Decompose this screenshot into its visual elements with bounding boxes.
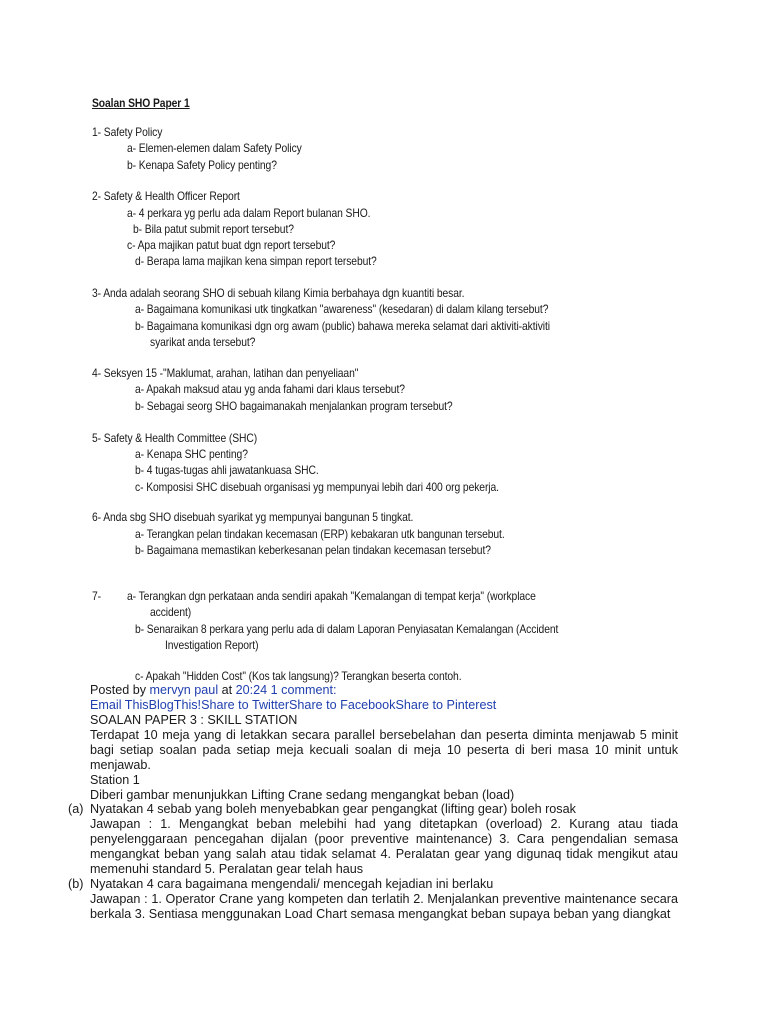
station-description: Diberi gambar menunjukkan Lifting Crane sedang mengangkat beban (load) [90,788,515,802]
share-pinterest-link[interactable]: Share to Pinterest [395,698,497,712]
paper3-intro: Terdapat 10 meja yang di letakkan secara parallel bersebelahan dan peserta diminta menjawab 5 minit bagi setiap soalan pada setiap meja kecuali soalan di meja 10 peserta di beri masa 10 minit untuk menjawab. [90,728,678,772]
q2-b: b- Bila patut submit report tersebut? [133,222,294,236]
post-time-link[interactable]: 20:24 [235,683,268,697]
q7-b-cont: Investigation Report) [165,638,259,652]
question-a: Nyatakan 4 sebab yang boleh menyebabkan gear pengangkat (lifting gear) boleh rosak [90,802,576,816]
question-b: Nyatakan 4 cara bagaimana mengendali/ mencegah kejadian ini berlaku [90,877,494,891]
question-b-label: (b) [68,877,84,891]
q6-heading: 6- Anda sbg SHO disebuah syarikat yg mempunyai bangunan 5 tingkat. [92,510,414,524]
q1-heading: 1- Safety Policy [92,125,163,139]
q3-heading: 3- Anda adalah seorang SHO di sebuah kilang Kimia berbahaya dgn kuantiti besar. [92,286,465,300]
q3-b: b- Bagaimana komunikasi dgn org awam (public) bahawa mereka selamat dari aktiviti-aktiviti [135,319,551,333]
q4-a: a- Apakah maksud atau yg anda fahami dari klaus tersebut? [135,382,405,396]
posted-by-label: Posted by [90,683,147,697]
share-facebook-link[interactable]: Share to Facebook [289,698,396,712]
q4-heading: 4- Seksyen 15 -"Maklumat, arahan, latihan dan penyeliaan" [92,366,359,380]
question-a-label: (a) [68,802,84,816]
q7-a-cont: accident) [150,605,192,619]
q2-a: a- 4 perkara yg perlu ada dalam Report bulanan SHO. [127,206,371,220]
q3-b-cont: syarikat anda tersebut? [150,335,256,349]
paper3-title: SOALAN PAPER 3 : SKILL STATION [90,713,298,727]
question-a-answer: Jawapan : 1. Mengangkat beban melebihi had yang ditetapkan (overload) 2. Kurang atau tiada penyelenggaraan pencegahan dijalan (poor preventive maintenance) 3. Cara pengendalian semasa mengangkat beban yang salah atau tidak selamat 4. Peralatan gear yang digunaq tidak mengikut atau memenuhi standard 5. Peralatan gear telah haus [90,817,678,876]
q7-a: a- Terangkan dgn perkataan anda sendiri apakah "Kemalangan di tempat kerja" (workplace [127,589,536,603]
share-links [90,698,496,713]
q2-d: d- Berapa lama majikan kena simpan report tersebut? [135,254,377,268]
at-label: at [221,683,233,697]
paper1-title: Soalan SHO Paper 1 [92,96,190,110]
q2-c: c- Apa majikan patut buat dgn report tersebut? [127,238,336,252]
comments-link[interactable]: 1 comment: [270,683,337,697]
q7-number: 7- [92,589,102,603]
q3-a: a- Bagaimana komunikasi utk tingkatkan "awareness" (kesedaran) di dalam kilang tersebut? [135,302,549,316]
q5-c: c- Komposisi SHC disebuah organisasi yg mempunyai lebih dari 400 org pekerja. [135,480,499,494]
q4-b: b- Sebagai seorg SHO bagaimanakah menjalankan program tersebut? [135,399,453,413]
share-email-link[interactable]: Email This [90,698,149,712]
q7-c: c- Apakah "Hidden Cost" (Kos tak langsung)? Terangkan beserta contoh. [135,669,462,683]
author-link[interactable]: mervyn paul [149,683,219,697]
q6-a: a- Terangkan pelan tindakan kecemasan (ERP) kebakaran utk bangunan tersebut. [135,527,505,541]
q5-heading: 5- Safety & Health Committee (SHC) [92,431,258,445]
q1-a: a- Elemen-elemen dalam Safety Policy [127,141,302,155]
share-blogthis-link[interactable]: BlogThis! [148,698,202,712]
q5-a: a- Kenapa SHC penting? [135,447,248,461]
question-b-answer: Jawapan : 1. Operator Crane yang kompeten dan terlatih 2. Menjalankan preventive maintenance secara berkala 3. Sentiasa menggunakan Load Chart semasa mengangkat beban supaya beban yang diangkat [90,892,678,921]
station-label: Station 1 [90,773,140,787]
post-meta [90,683,336,698]
q7-b: b- Senaraikan 8 perkara yang perlu ada di dalam Laporan Penyiasatan Kemalangan (Accident [135,622,559,636]
q5-b: b- 4 tugas-tugas ahli jawatankuasa SHC. [135,463,319,477]
q2-heading: 2- Safety & Health Officer Report [92,189,240,203]
share-twitter-link[interactable]: Share to Twitter [201,698,290,712]
q6-b: b- Bagaimana memastikan keberkesanan pelan tindakan kecemasan tersebut? [135,543,491,557]
q1-b: b- Kenapa Safety Policy penting? [127,158,277,172]
